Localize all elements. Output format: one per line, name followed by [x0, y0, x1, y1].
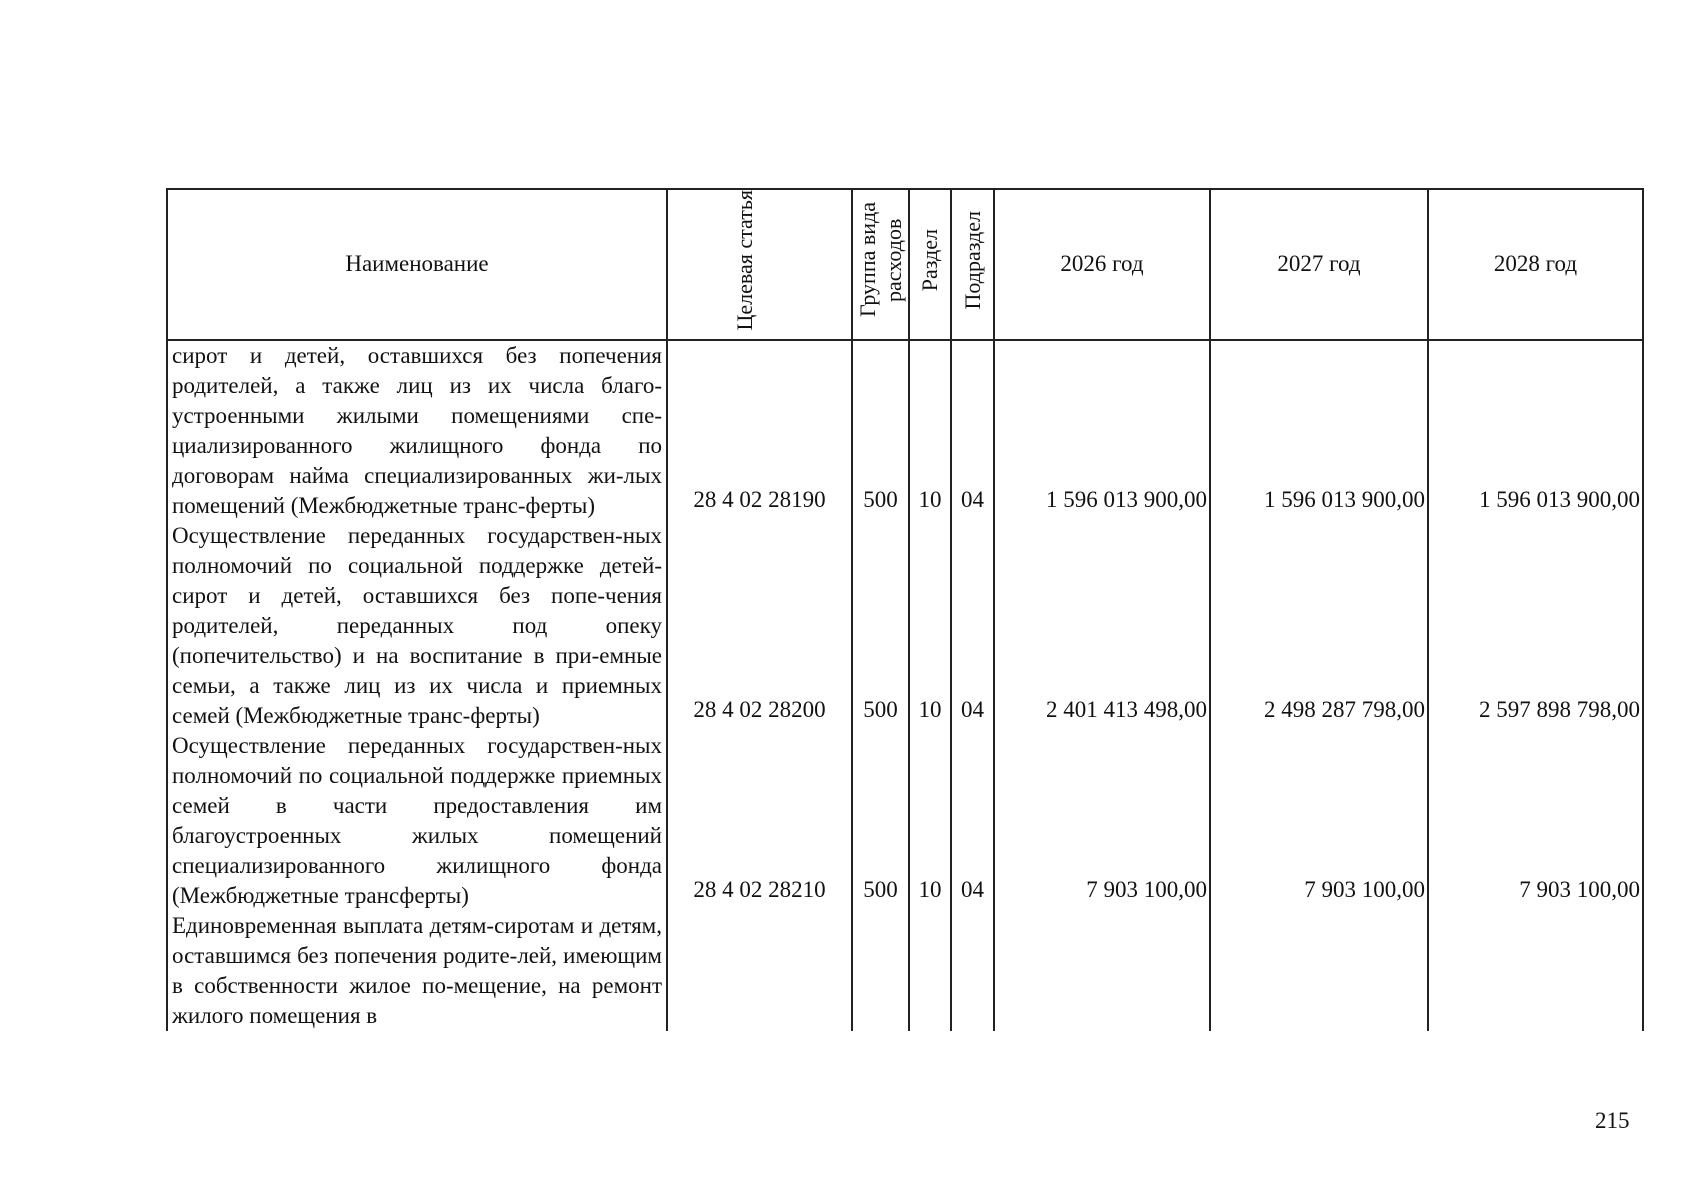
table-row: [167, 731, 1643, 911]
row-section: 10: [909, 340, 951, 521]
header-name: Наименование: [167, 189, 667, 340]
table-row: [167, 340, 1643, 521]
row-name: Единовременная выплата детям-сиротам и детям, оставшимся без попечения родите-лей, имеющим в собственности жилое по-мещение, на ремонт жилого помещения в: [167, 911, 667, 1031]
row-2027: 1 596 013 900,00: [1210, 340, 1428, 521]
header-section-label: Раздел: [917, 229, 942, 292]
row-2027: [1210, 911, 1428, 1031]
row-name: сирот и детей, оставшихся без попечения родителей, а также лиц из их числа благо-устроенными жилыми помещениями спе-циализированного жилищного фонда по договорам найма специализированных жи-лых помещений (Межбюджетные транс-ферты): [167, 340, 667, 521]
row-subsection: [951, 911, 994, 1031]
row-2027: 7 903 100,00: [1210, 731, 1428, 911]
row-group: [852, 911, 909, 1031]
header-group-label: Группа вида расходов: [854, 202, 906, 318]
row-2026: [994, 911, 1210, 1031]
row-name: Осуществление переданных государствен-ных полномочий по социальной поддержке детей-сирот и детей, оставшихся без попе-чения родителей, переданных под опеку (попечительство) и на воспитание в при-емные семьи, а также лиц из их числа и приемных семей (Межбюджетные транс-ферты): [167, 521, 667, 731]
row-2026: 7 903 100,00: [994, 731, 1210, 911]
table-header: [167, 189, 1643, 340]
header-section: [909, 189, 951, 340]
row-target: 28 4 02 28190: [667, 340, 852, 521]
row-subsection: 04: [951, 521, 994, 731]
header-target: [667, 189, 852, 340]
row-section: 10: [909, 521, 951, 731]
table-row: [167, 521, 1643, 731]
header-2026: 2026 год: [994, 189, 1210, 340]
budget-table: [166, 188, 1644, 1031]
row-group: 500: [852, 340, 909, 521]
header-group: [852, 189, 909, 340]
row-target: 28 4 02 28200: [667, 521, 852, 731]
row-2026: 2 401 413 498,00: [994, 521, 1210, 731]
row-subsection: 04: [951, 731, 994, 911]
row-2028: 7 903 100,00: [1428, 731, 1643, 911]
table-row: [167, 911, 1643, 1031]
row-group: 500: [852, 521, 909, 731]
page-number: 215: [1595, 1108, 1630, 1133]
row-target: 28 4 02 28210: [667, 731, 852, 911]
header-target-label: Целевая статья: [731, 190, 757, 331]
header-2027: 2027 год: [1210, 189, 1428, 340]
header-2028: 2028 год: [1428, 189, 1643, 340]
row-section: [909, 911, 951, 1031]
row-2028: 2 597 898 798,00: [1428, 521, 1643, 731]
row-2028: 1 596 013 900,00: [1428, 340, 1643, 521]
row-section: 10: [909, 731, 951, 911]
row-target: [667, 911, 852, 1031]
row-2026: 1 596 013 900,00: [994, 340, 1210, 521]
header-subsection-label: Подраздел: [959, 211, 985, 310]
header-subsection: [951, 189, 994, 340]
row-group: 500: [852, 731, 909, 911]
row-2028: [1428, 911, 1643, 1031]
row-name: Осуществление переданных государствен-ных полномочий по социальной поддержке приемных семей в части предоставления им благоустроенных жилых помещений специализированного жилищного фонда (Межбюджетные трансферты): [167, 731, 667, 911]
row-subsection: 04: [951, 340, 994, 521]
row-2027: 2 498 287 798,00: [1210, 521, 1428, 731]
